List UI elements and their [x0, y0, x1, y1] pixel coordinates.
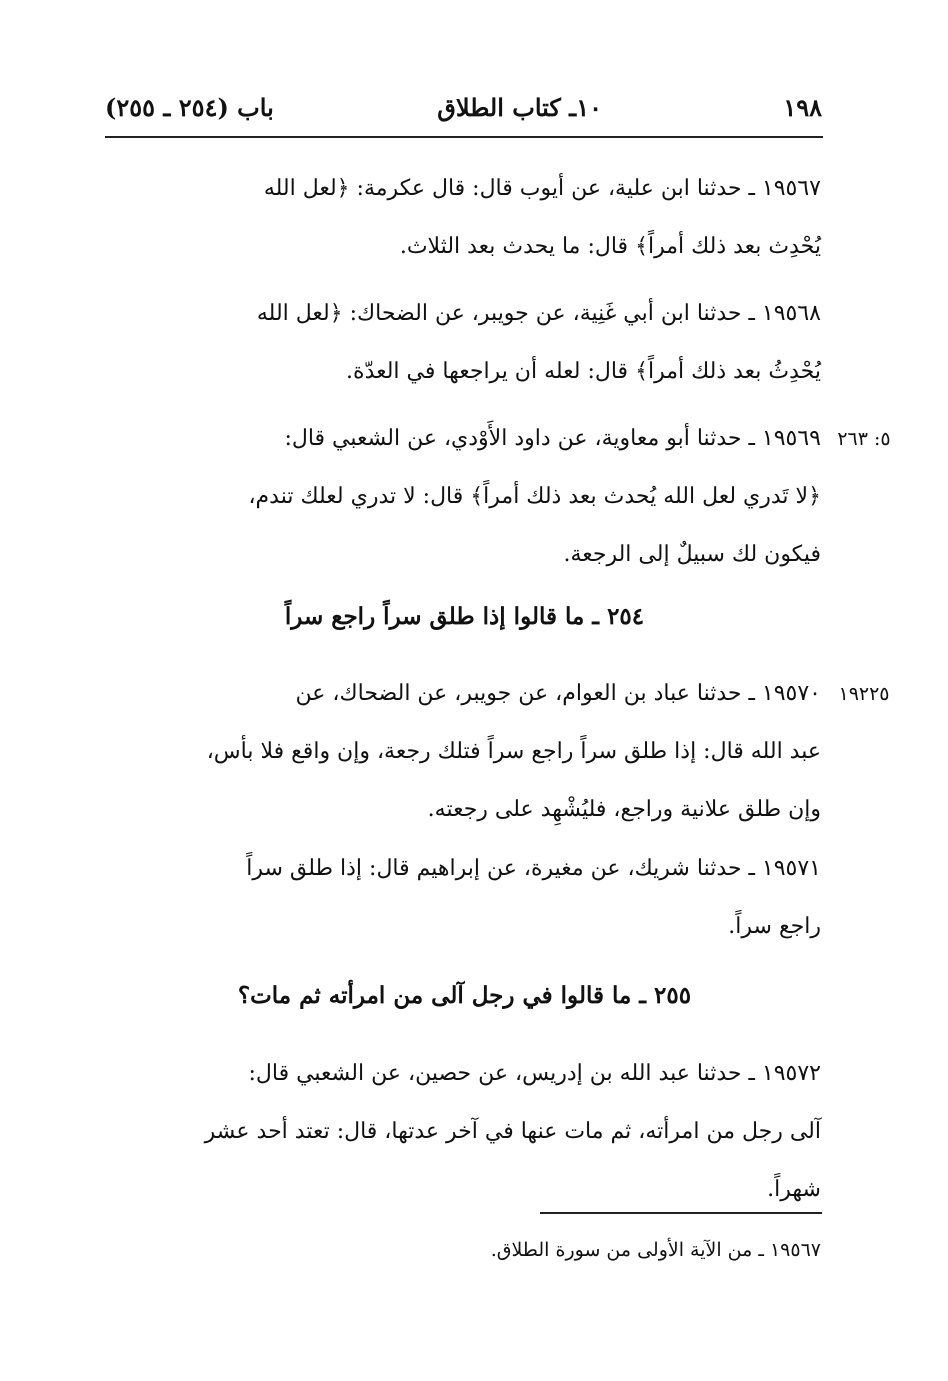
text-line: ١٩٥٦٩ ـ حدثنا أبو معاوية، عن داود الأَوْدي، عن الشعبي قال: [284, 426, 821, 451]
text-line: عبد الله قال: إذا طلق سراً راجع سراً فتلك رجعة، وإن واقع فلا بأس، [206, 739, 821, 764]
text-line: ﴿لا تَدري لعل الله يُحدث بعد ذلك أمراً﴾ قال: لا تدري لعلك تندم، [248, 484, 821, 509]
hadith-19567 [108, 160, 821, 276]
chapter-range: باب (٢٥٤ ـ ٢٥٥) [105, 93, 274, 122]
text-line: يُحْدِثُ بعد ذلك أمراً﴾ قال: لعله أن يراجعها في العدّة. [346, 359, 821, 384]
hadith-19571 [108, 840, 821, 956]
hadith-19568 [108, 285, 821, 401]
margin-reference: ٥: ٢٦٣ [837, 428, 891, 450]
text-line: ١٩٥٧٢ ـ حدثنا عبد الله بن إدريس، عن حصين، عن الشعبي قال: [248, 1061, 821, 1086]
text-line: فيكون لك سبيلٌ إلى الرجعة. [563, 542, 821, 567]
footnote: ١٩٥٦٧ ـ من الآية الأولى من سورة الطلاق. [490, 1239, 821, 1261]
page-number: ١٩٨ [783, 93, 822, 122]
book-title: ١٠ـ كتاب الطلاق [437, 93, 602, 122]
text-line: يُحْدِث بعد ذلك أمراً﴾ قال: ما يحدث بعد الثلاث. [399, 234, 821, 259]
header-rule [105, 136, 823, 138]
footnote-rule [540, 1212, 822, 1214]
hadith-19570 [108, 665, 821, 839]
text-line: ١٩٥٧١ ـ حدثنا شريك، عن مغيرة، عن إبراهيم قال: إذا طلق سراً [246, 856, 821, 881]
text-line: شهراً. [767, 1177, 821, 1202]
text-line: راجع سراً. [728, 914, 821, 939]
section-heading-255: ٢٥٥ ـ ما قالوا في رجل آلى من امرأته ثم مات؟ [237, 982, 692, 1009]
text-line: وإن طلق علانية وراجع، فليُشْهِد على رجعته. [427, 797, 821, 822]
running-header [105, 90, 822, 130]
section-heading-254: ٢٥٤ ـ ما قالوا إذا طلق سراً راجع سراً [284, 603, 645, 630]
text-line: آلى رجل من امرأته، ثم مات عنها في آخر عدتها، قال: تعتد أحد عشر [204, 1119, 821, 1144]
hadith-19572 [108, 1045, 821, 1219]
text-line: ١٩٥٦٧ ـ حدثنا ابن علية، عن أيوب قال: قال عكرمة: ﴿لعل الله [263, 176, 821, 201]
text-line: ١٩٥٧٠ ـ حدثنا عباد بن العوام، عن جويبر، عن الضحاك، عن [295, 681, 821, 706]
margin-reference: ١٩٢٢٥ [838, 683, 890, 705]
text-line: ١٩٥٦٨ ـ حدثنا ابن أبي غَنِية، عن جويبر، عن الضحاك: ﴿لعل الله [256, 301, 821, 326]
hadith-19569 [108, 410, 821, 584]
